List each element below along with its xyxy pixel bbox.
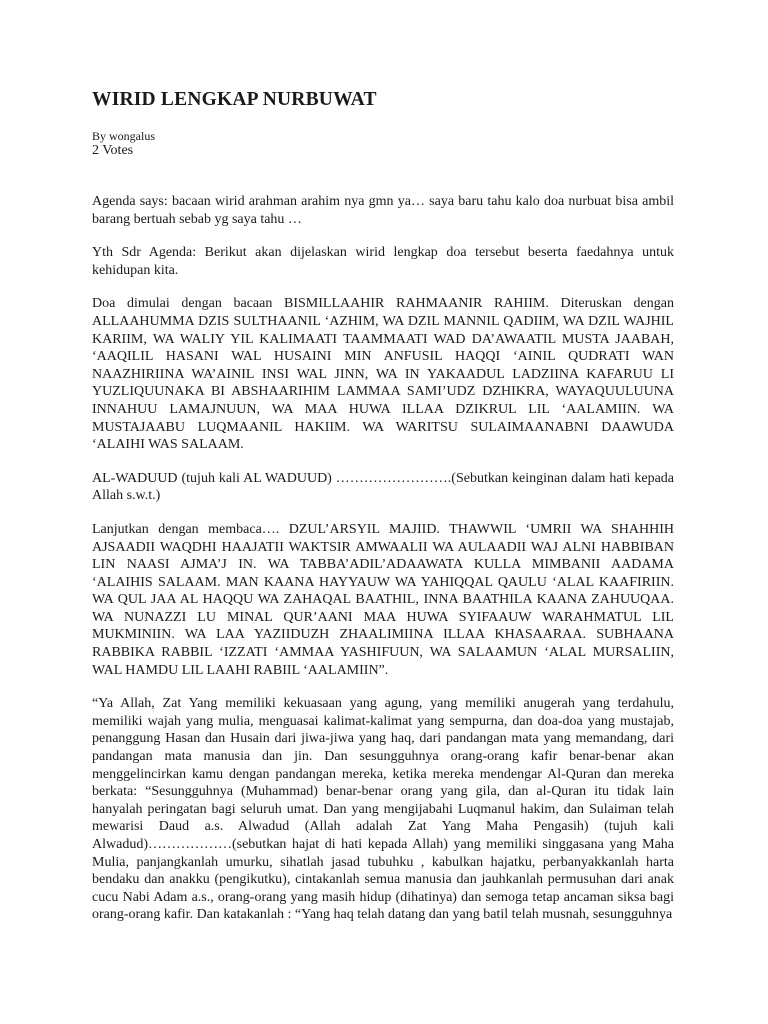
document-page <box>92 88 674 924</box>
paragraph-continuation-prayer: Lanjutkan dengan membaca…. DZUL’ARSYIL MAJIID. THAWWIL ‘UMRII WA SHAHHIH AJSAADII WAQDHI HAAJATII WAKTSIR AMWAALII WA AULAADII WAJ ALNI HABBIBAN LIN NAASI AJMA’J IN. WA TABBA’ADIL’ADAAWATA KULLA MIMBANII AADAMA ‘ALAIHIS SALAAM. MAN KAANA HAYYAUW WA YAHIQQAL QAULU ‘ALAL KAAFIRIIN. WA QUL JAA AL HAQQU WA ZAHAQAL BAATHIL, INNA BAATHILA KAANA ZAHUUQAA. WA NUNAZZI LU MINAL QUR’AANI MAA HUWA SYIFAAUW WARAHMATUL LIL MUKMINIIN. WA LAA YAZIIDUZH ZHAALIMIINA ILLAA KHASAARAA. SUBHAANA RABBIKA RABBIL ‘IZZATI ‘AMMAA YASHIFUUN, WA SALAAMUN ‘ALAL MURSALIIN, WAL HAMDU LIL LAAHI RABIIL ‘AALAMIIN”. <box>92 521 674 678</box>
author-byline: By wongalus <box>92 129 155 143</box>
votes-count: 2 Votes <box>92 143 134 158</box>
paragraph-agenda-question: Agenda says: bacaan wirid arahman arahim nya gmn ya… saya baru tahu kalo doa nurbuat bisa ambil barang bertuah sebab yg saya tahu … <box>92 194 674 227</box>
paragraph-opening-prayer: Doa dimulai dengan bacaan BISMILLAAHIR RAHMAANIR RAHIIM. Diteruskan dengan ALLAAHUMMA DZIS SULTHAANIL ‘AZHIM, WA DZIL MANNIL QADIIM, WA DZIL WAJHIL KARIIM, WA WALIY YIL KALIMAATI TAAMMAATI WAD DA’AWAATIL MUSTA JAABAH, ‘AAQILIL HASANI WAL HUSAINI MIN ANFUSIL HAQQI ‘AINIL QUDRATI WAN NAAZHIRIINA WA’AINIL INSI WAL JINN, WA IN YAKAADUL LADZIINA KAFARUU LI YUZLIQUUNAKA BI ABSHAARIHIM LAMMAA SAMI’UDZ DZHIKRA, WAYAQUULUUNA INNAHUU LAMAJNUUN, WA MAA HUWA ILLAA DZIKRUL LIL ‘AALAMIIN. WA MUSTAJAABU LUQMAANIL HAKIIM. WA WARITSU SULAIMAANABNI DAAWUDA ‘ALAIHI WAS SALAAM. <box>92 296 674 453</box>
paragraph-translation: “Ya Allah, Zat Yang memiliki kekuasaan yang agung, yang memiliki anugerah yang terdahulu, memiliki wajah yang mulia, menguasai kalimat-kalimat yang sempurna, dan doa-doa yang mustajab, penanggung Hasan dan Husain dari jiwa-jiwa yang haq, dari pandangan mata yang memandang, dari pandangan mata manusia dan jin. Dan sesungguhnya orang-orang kafir benar-benar akan menggelincirkan kamu dengan pandangan mereka, ketika mereka mendengar Al-Quran dan mereka berkata: “Sesungguhnya (Muhammad) benar-benar orang yang gila, dan al-Quran itu tidak lain hanyalah peringatan bagi seluruh umat. Dan yang mengijabahi Luqmanul hakim, dan Sulaiman telah mewarisi Daud a.s. Alwadud (Allah adalah Zat Yang Maha Pengasih) (tujuh kali Alwadud)………………(sebutkan hajat di hati kepada Allah) yang memiliki singgasana yang Maha Mulia, panjangkanlah umurku, sihatlah jasad tubuhku , kabulkan hajatku, perbanyakkanlah harta bendaku dan anakku (pengikutku), cintakanlah semua manusia dan jauhkanlah permusuhan dari anak cucu Nabi Adam a.s., orang-orang yang masih hidup (dihatinya) dan semoga tetap ancaman siksa bagi orang-orang kafir. Dan katakanlah : “Yang haq telah datang dan yang batil telah musnah, sesungguhnya <box>92 696 674 923</box>
paragraph-al-waduud: AL-WADUUD (tujuh kali AL WADUUD) …………………….(Sebutkan keinginan dalam hati kepada Allah s.w.t.) <box>92 470 674 504</box>
document-title: WIRID LENGKAP NURBUWAT <box>92 89 377 110</box>
paragraph-reply-intro: Yth Sdr Agenda: Berikut akan dijelaskan wirid lengkap doa tersebut beserta faedahnya untuk kehidupan kita. <box>92 245 674 278</box>
